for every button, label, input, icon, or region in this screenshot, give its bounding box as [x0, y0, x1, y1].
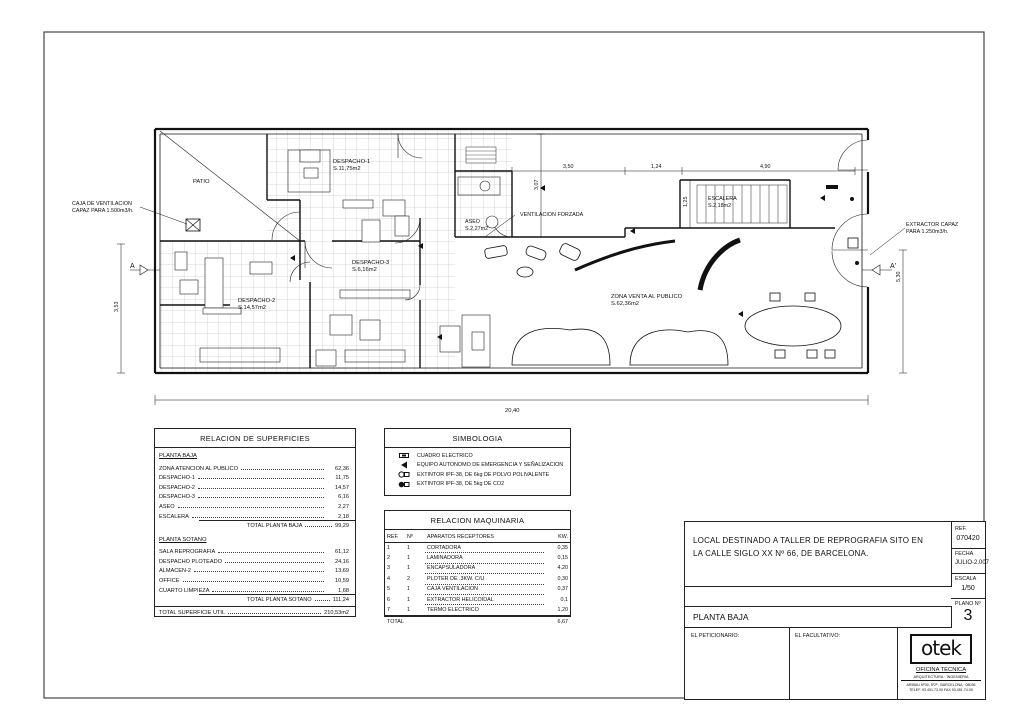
escalera-area: S.2,18m2	[708, 203, 732, 209]
machine-ref: 1	[387, 544, 390, 551]
section-mark-left: A	[130, 263, 135, 270]
escala-value: 1/50	[961, 585, 975, 592]
dim-124: 1,24	[651, 164, 662, 170]
logo-phones: TELEF. 93.451.73.00 FAX 93.451.74.05	[909, 688, 973, 692]
grand-total-value: 210,53m2	[324, 609, 349, 616]
surface-value: 1,68	[338, 587, 349, 594]
logo-address: ARIBAU Nº30, 5º2ª , BARCELONA · 08036	[906, 683, 976, 687]
extractor-line1: EXTRACTOR CAPAZ	[906, 222, 959, 228]
surface-label: DESPACHO-2	[159, 484, 195, 491]
ventilacion-forzada-label: VENTILACION FORZADA	[520, 212, 584, 218]
planta-baja-total	[199, 520, 355, 532]
legend-item	[385, 461, 570, 471]
fecha-value: JULIO-2.007	[955, 560, 990, 566]
col-n: Nº	[405, 530, 425, 543]
surface-label: DESPACHO-1	[159, 475, 195, 482]
despacho3-name: DESPACHO-3	[352, 260, 390, 266]
machine-name: PLOTER DE .3KW. C/U	[425, 574, 544, 584]
machine-name: ENCAPSULADORA	[425, 563, 544, 573]
machine-ref: 6	[387, 596, 390, 603]
machine-count: 1	[407, 606, 410, 613]
machine-count: 1	[407, 555, 410, 562]
otek-logo	[901, 632, 981, 696]
col-aparatos: APARATOS RECEPTORES	[425, 530, 544, 543]
despacho3-area: S.6,16m2	[352, 267, 377, 273]
dim-307: 3,07	[534, 179, 540, 190]
section-mark-right: A'	[890, 263, 897, 270]
surface-label: ALMACEN-2	[159, 568, 192, 575]
surface-label: ASEO	[159, 503, 175, 510]
legend-item	[385, 470, 570, 480]
surface-value: 13,69	[335, 568, 349, 575]
maquinaria-total-value: 6,67	[544, 615, 570, 627]
project-line-2: LA CALLE SIGLO XX Nº 66, DE BARCELONA.	[693, 549, 869, 558]
caja-ventilacion-line2: CAPAZ PARA 1.500m3/h.	[72, 208, 134, 214]
dim-125: 1,25	[683, 196, 689, 207]
machine-kw: 0,37	[557, 586, 568, 593]
surface-value: 61,12	[335, 549, 349, 556]
surface-label: ESCALERA	[159, 513, 189, 520]
surface-value: 10,59	[335, 577, 349, 584]
surface-label: SALA REPROGRAFIA	[159, 549, 216, 556]
maquinaria-table	[384, 510, 571, 626]
machine-name: CAJA VENTILACION	[425, 584, 544, 594]
superficies-table	[154, 428, 356, 617]
zona-area: S.62,36m2	[611, 301, 640, 307]
machine-name: CORTADORA	[425, 543, 544, 553]
surface-label: ZONA ATENCION AL PUBLICO	[159, 465, 238, 472]
machine-row	[385, 594, 570, 604]
planta-sotano-total	[199, 594, 355, 606]
extinguisher-co2-icon	[397, 481, 411, 488]
surface-row	[155, 565, 355, 575]
aseo-area: S.2,27m2	[465, 226, 489, 232]
facultativo-label: EL FACULTATIVO:	[795, 633, 841, 639]
legend-item	[385, 451, 570, 461]
despacho2-name: DESPACHO-2	[238, 298, 276, 304]
patio-label: PATIO	[193, 179, 210, 185]
machine-name: EXTRACTOR HELICOIDAL	[425, 594, 544, 604]
surface-label: CUARTO LIMPIEZA	[159, 587, 210, 594]
surface-row	[155, 510, 355, 520]
surface-row	[155, 574, 355, 584]
planta-sotano-title: PLANTA SOTANO	[159, 536, 207, 543]
surface-row	[155, 462, 355, 472]
emergency-light-icon	[397, 461, 411, 469]
machine-name: TERMO ELECTRICO	[425, 605, 544, 615]
legend-label: EXTINTOR IPF-38, DE 6kg DE POLVO POLIVALENTE	[417, 471, 550, 478]
machine-ref: 7	[387, 606, 390, 613]
surface-row	[155, 472, 355, 482]
machine-row	[385, 563, 570, 573]
escalera-name: ESCALERA	[708, 196, 737, 202]
surface-row	[155, 555, 355, 565]
planta-sotano-total-value: 111,24	[332, 596, 349, 603]
title-block	[684, 521, 990, 700]
maquinaria-total-label: TOTAL	[385, 615, 544, 627]
legend-item	[385, 480, 570, 490]
machine-row	[385, 543, 570, 553]
machine-count: 1	[407, 565, 410, 572]
dim-2040: 20,40	[505, 408, 520, 414]
planta-baja-total-value: 99,29	[335, 522, 349, 529]
machine-ref: 5	[387, 586, 390, 593]
dim-350: 3,50	[563, 164, 574, 170]
surface-row	[155, 481, 355, 491]
despacho2-area: S.14,57m2	[238, 305, 267, 311]
planta-baja-total-label: TOTAL PLANTA BAJA	[247, 522, 303, 529]
machine-kw: 0,15	[557, 555, 568, 562]
logo-mark: otek	[910, 634, 972, 664]
planta-sotano-total-label: TOTAL PLANTA SOTANO	[247, 596, 312, 603]
machine-kw: 0,1	[560, 596, 568, 603]
machine-kw: 4,20	[557, 565, 568, 572]
fecha-label: FECHA	[955, 551, 974, 557]
extinguisher-powder-icon	[397, 471, 411, 478]
zona-name: ZONA VENTA AL PUBLICO	[611, 294, 683, 300]
surface-row	[155, 584, 355, 594]
surface-value: 24,16	[335, 558, 349, 565]
surface-value: 2,18	[338, 513, 349, 520]
machine-kw: 0,30	[557, 575, 568, 582]
machine-row	[385, 605, 570, 615]
despacho1-area: S.11,75m2	[333, 166, 361, 172]
maquinaria-title: RELACION MAQUINARIA	[385, 511, 570, 530]
logo-tagline: ARQUITECTURA · INGENIERIA	[901, 675, 981, 681]
col-ref: REF.	[385, 530, 405, 543]
simbologia-title: SIMBOLOGIA	[385, 429, 570, 448]
ref-value: 070420	[956, 535, 980, 542]
despacho1-name: DESPACHO-1	[333, 159, 371, 165]
maquinaria-grid	[385, 530, 570, 627]
surface-label: DESPACHO PLOTEADO	[159, 558, 222, 565]
escala-label: ESCALA	[955, 576, 977, 582]
ref-label: REF.	[955, 526, 967, 532]
dim-353: 3,53	[114, 301, 120, 312]
machine-ref: 4	[387, 575, 390, 582]
machine-ref: 2	[387, 555, 390, 562]
superficie-util-total	[155, 606, 355, 618]
logo-name: OFICINA TECNICA	[915, 667, 967, 673]
planta-baja-title: PLANTA BAJA	[159, 453, 197, 459]
surface-value: 14,57	[335, 484, 349, 491]
plano-label: PLANO Nº	[955, 601, 981, 607]
surface-value: 11,75	[335, 475, 349, 482]
surface-value: 62,36	[335, 465, 349, 472]
dim-490: 4,90	[760, 164, 771, 170]
surface-row	[155, 500, 355, 510]
electrical-panel-icon	[397, 453, 411, 458]
machine-ref: 3	[387, 565, 390, 572]
machine-count: 1	[407, 596, 410, 603]
machine-count: 2	[407, 575, 410, 582]
machine-count: 1	[407, 586, 410, 593]
grand-total-label: TOTAL SUPERFICIE UTIL	[159, 609, 226, 616]
patio-area	[160, 131, 267, 241]
plano-value: 3	[963, 607, 973, 624]
project-line-1: LOCAL DESTINADO A TALLER DE REPROGRAFIA SITO EN	[693, 536, 924, 545]
superficies-title: RELACION DE SUPERFICIES	[155, 429, 355, 448]
machine-kw: 1,20	[557, 606, 568, 613]
aseo-name: ASEO	[465, 219, 480, 225]
legend-label: EXTINTOR IPF-38, DE 5kg DE CO2	[417, 481, 505, 488]
surface-label: OFFICE	[159, 577, 180, 584]
legend-label: CUADRO ELECTRICO	[417, 452, 473, 459]
surface-value: 2,27	[338, 503, 349, 510]
simbologia-legend	[384, 428, 571, 496]
col-kw: KW.	[544, 530, 570, 543]
machine-row	[385, 574, 570, 584]
machine-kw: 0,35	[557, 544, 568, 551]
peticionario-label: EL PETICIONARIO:	[691, 633, 740, 639]
sheet-title: PLANTA BAJA	[693, 612, 749, 622]
machine-row	[385, 553, 570, 563]
sales-furniture	[484, 238, 858, 365]
surface-row	[155, 491, 355, 501]
dim-530: 5,30	[896, 271, 902, 282]
caja-ventilacion-line1: CAJA DE VENTILACION	[72, 201, 132, 207]
surface-label: DESPACHO-3	[159, 494, 195, 501]
legend-label: EQUIPO AUTONOMO DE EMERGENCIA Y SEÑALIZACION	[417, 462, 564, 469]
machine-row	[385, 584, 570, 594]
surface-value: 6,16	[338, 494, 349, 501]
plan-leaders	[485, 215, 905, 255]
extractor-line2: PARA 1.250m3/h.	[906, 229, 949, 235]
surface-row	[155, 546, 355, 556]
machine-count: 1	[407, 544, 410, 551]
machine-name: LAMINADORA	[425, 553, 544, 563]
project-description	[685, 522, 952, 587]
